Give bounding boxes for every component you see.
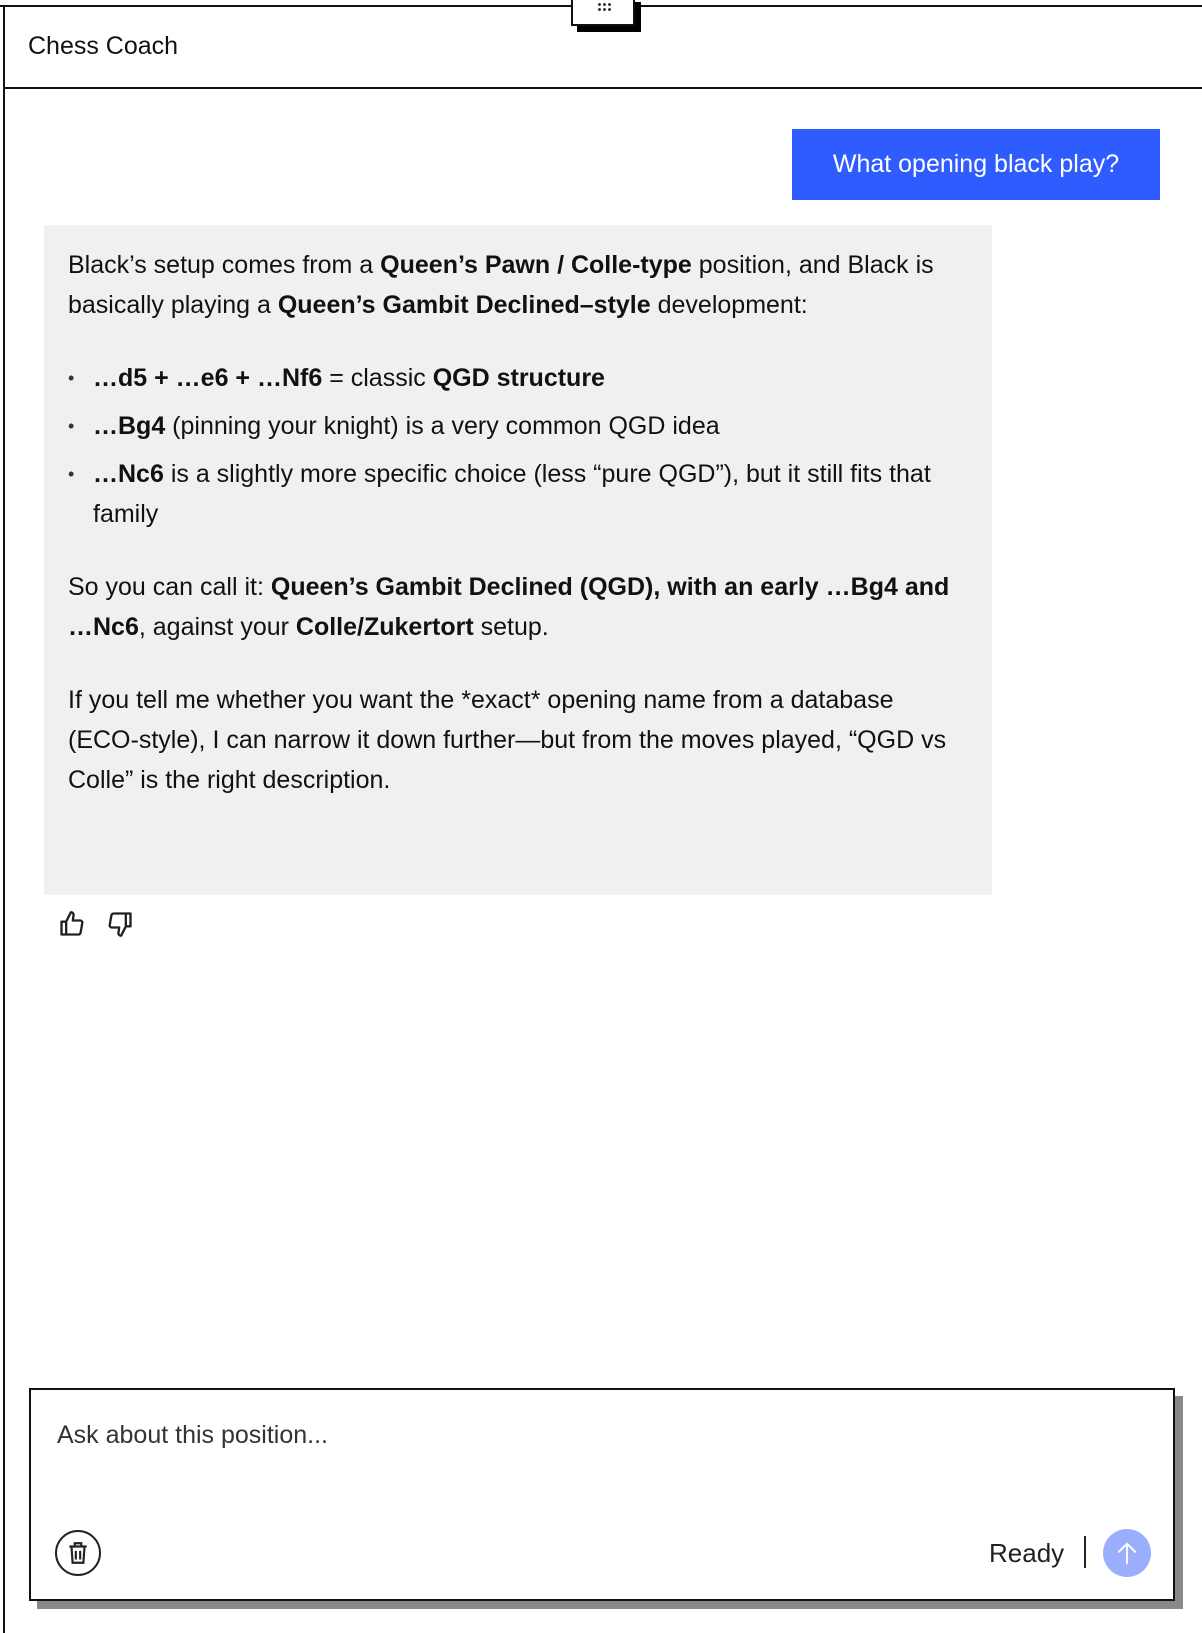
bold-text: Queen’s Gambit Declined (QGD), with an early …Bg4 and …Nc6 bbox=[68, 573, 950, 641]
list-item bbox=[68, 454, 962, 534]
text-segment: position, and Black is basically playing a bbox=[68, 251, 934, 319]
text-segment: is a slightly more specific choice (less “pure QGD”), but it still fits that family bbox=[93, 460, 931, 528]
left-border bbox=[3, 5, 5, 1633]
text-segment: So you can call it: bbox=[68, 573, 271, 601]
text-segment: Black’s setup comes from a bbox=[68, 251, 381, 279]
page-title: Chess Coach bbox=[28, 32, 179, 60]
text-segment: setup. bbox=[473, 613, 549, 641]
clear-chat-button[interactable] bbox=[55, 1530, 101, 1576]
arrow-up-icon bbox=[1113, 1539, 1141, 1567]
summary-paragraph bbox=[68, 567, 962, 647]
thumbs-up-button[interactable] bbox=[58, 910, 86, 938]
grip-icon bbox=[597, 2, 611, 12]
text-segment: = classic bbox=[322, 364, 433, 392]
thumbs-down-icon bbox=[106, 910, 134, 938]
thumbs-down-button[interactable] bbox=[106, 910, 134, 938]
bold-text: …d5 + …e6 + …Nf6 bbox=[93, 364, 323, 392]
list-item bbox=[68, 358, 962, 398]
composer bbox=[29, 1388, 1175, 1601]
text-segment: , against your bbox=[138, 613, 296, 641]
thumbs-up-icon bbox=[58, 910, 86, 938]
text-segment: development: bbox=[650, 291, 808, 319]
bold-text: Colle/Zukertort bbox=[295, 613, 474, 641]
status-text: Ready bbox=[989, 1538, 1065, 1568]
assistant-message bbox=[44, 225, 992, 895]
user-message: What opening black play? bbox=[792, 129, 1160, 200]
divider bbox=[1084, 1536, 1086, 1568]
bold-text: …Nc6 bbox=[93, 460, 164, 488]
list-item bbox=[68, 406, 962, 446]
closing-paragraph bbox=[68, 680, 962, 800]
bold-text: Queen’s Pawn / Colle-type bbox=[380, 251, 692, 279]
drag-handle[interactable] bbox=[571, 0, 635, 26]
intro-paragraph bbox=[68, 245, 962, 325]
bold-text: QGD structure bbox=[432, 364, 605, 392]
bullet-list bbox=[68, 358, 962, 534]
bold-text: …Bg4 bbox=[93, 412, 166, 440]
message-input[interactable] bbox=[55, 1420, 1059, 1451]
send-button[interactable] bbox=[1103, 1529, 1151, 1577]
text-segment: (pinning your knight) is a very common QGD idea bbox=[165, 412, 720, 440]
text-segment: If you tell me whether you want the *exact* opening name from a database (ECO-style), I can narrow it down further—but from the moves played, “QGD vs Colle” is the right description. bbox=[68, 686, 947, 794]
trash-icon bbox=[65, 1540, 91, 1566]
bold-text: Queen’s Gambit Declined–style bbox=[277, 291, 651, 319]
